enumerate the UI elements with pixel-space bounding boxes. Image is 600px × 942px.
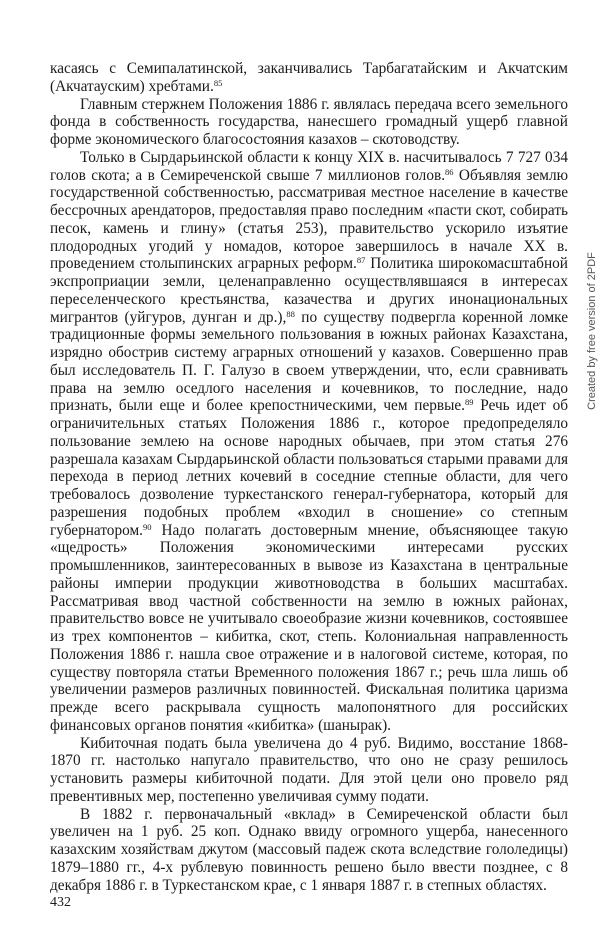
text-run: Речь идет об ограничительных статьях Положения 1886 г., которое предопределяло пользование землею на основе народных обычаев, при этом статья 276 разрешала казахам Сырдарьинской области пользоваться старыми правами для перехода в период летних кочевий в соседние степные области, для чего требовалось дозволение туркестанского генерал-губернатора, который для разрешения подобных проблем «входил в сношение» со степным губернатором.: [50, 397, 569, 539]
text-run: Только в Сырдарьинской области к концу XIX в. насчитывалось 7 727 034 голов скота; а в Семиреченской свыше 7 миллионов голов.: [50, 148, 568, 184]
watermark: Created by free version of 2PDF: [586, 252, 598, 410]
page-number: 432: [50, 895, 71, 910]
footnote-ref: 89: [465, 397, 474, 408]
text-run: касаясь с Семипалатинской, заканчивались Тарбагатайским и Акчатским (Акчатауским) хребтами.: [50, 60, 568, 95]
paragraph: [50, 60, 568, 96]
text-run: Политика широкомасштабной экспроприации земли, целенаправленно осуществлявшаяся в интересах переселенческого крестьянства, казачества и других инонациональных мигрантов (уйгуров, дунган и др.),: [50, 255, 568, 326]
page-body: [50, 60, 568, 894]
footnote-ref: 86: [445, 166, 454, 177]
text-run: Кибиточная подать была увеличена до 4 руб. Видимо, восстание 1868-1870 гг. настолько напугало правительство, что оно не сразу решилось установить размеры кибиточной подати. Для этой цели оно провело ряд превентивных мер, постепенно увеличивая сумму подати.: [50, 734, 568, 805]
paragraph: [50, 96, 568, 149]
text-run: Объявляя землю государственной собственностью, рассматривая местное население в качестве бессрочных арендаторов, предоставляя право последним «пасти скот, собирать песок, камень и глину» (статья 253), правительство ускорило изъятие плодородных угодий у номадов, которое завершилось в начале XX в. проведением столыпинских аграрных реформ.: [50, 166, 569, 273]
text-run: Главным стержнем Положения 1886 г. являлась передача всего земельного фонда в собственность государства, нанесшего громадный ущерб главной форме экономического благосостояния казахов – скотоводству.: [50, 95, 568, 148]
footnote-ref: 87: [356, 255, 366, 266]
paragraph: [50, 806, 568, 895]
footnote-ref: 85: [213, 77, 223, 88]
footnote-ref: 88: [286, 308, 295, 319]
paragraph: [50, 735, 568, 806]
footnote-ref: 90: [142, 521, 152, 532]
text-run: В 1882 г. первоначальный «вклад» в Семиреченской области был увеличен на 1 руб. 25 коп. Однако ввиду огромного ущерба, нанесенного казахским хозяйствам джутом (массовый падеж скота вследствие гололедицы) 1879–1880 гг., 4-х рублевую повинность решено было ввести позднее, с 8 декабря 1886 г. в Туркестанском крае, с 1 января 1887 г. в степных областях.: [50, 805, 568, 894]
text-run: по существу подвергла коренной ломке традиционные формы земельного пользования в южных районах Казахстана, изрядно обострив систему аграрных отношений у казахов. Совершенно прав был исследователь П. Г. Галузо в своем утверждении, что, если сравнивать права на землю оседлого населения и кочевников, то последние, надо признать, были еще и более крепостническими, чем первые.: [50, 308, 568, 415]
paragraph: [50, 149, 568, 735]
text-run: Надо полагать достоверным мнение, объясняющее такую «щедрость» Положения экономическими интересами русских промышленников, заинтересованных в вывозе из Казахстана в центральные районы империи продукции животноводства в больших масштабах. Рассматривая ввод частной собственности на землю в южных районах, правительство вовсе не учитывало своеобразие жизни кочевников, состоявшее из трех компонентов – кибитка, скот, степь. Колониальная направленность Положения 1886 г. нашла свое отражение и в налоговой системе, которая, по существу повторяла статьи Временного положения 1867 г.; речь шла лишь об увеличении размеров различных повинностей. Фискальная политика царизма прежде всего раскрывала сущность малопонятного для российских финансовых органов понятия «кибитка» (шанырак).: [50, 521, 568, 734]
